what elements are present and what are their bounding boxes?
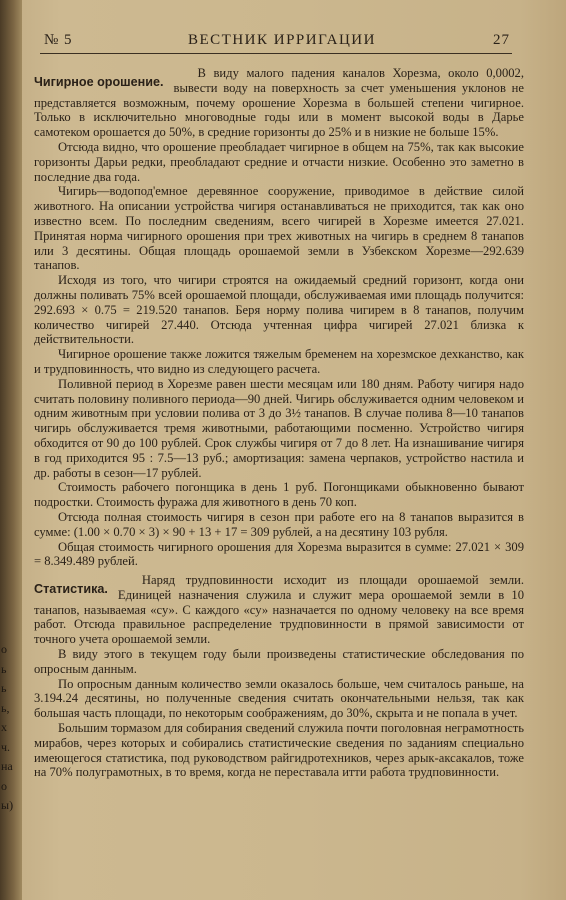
paragraph: Исходя из того, что чигири строятся на ожидаемый средний горизонт, когда они должны поливать 75% всей орошаемой площади, обслуживаемая ими площадь получится: 292.693 × 0.75 = 219.520 танапов. Беря норму полива чигирем в 8 танапов, получим количество чигирей 27.440. Отсюда учтенная цифра чигирей 27.021 близка к действительности.	[34, 273, 524, 347]
paragraph: В виду малого падения каналов Хорезма, около 0,0002, вывести воду на поверхность за счет уменьшения уклонов не представляется возможным, почему орошение Хорезма в большей степени чигирное. Только в исключительно многоводные годы или в момент высокой воды в Дарье самотеком орошается до 50%, в средние горизонты до 25% и в низкие не больше 15%.	[34, 66, 524, 140]
margin-fragment: ь	[1, 681, 7, 695]
margin-fragment: ы)	[1, 798, 14, 812]
paragraph: В виду этого в текущем году были произведены статистические обследования по опросным данным.	[34, 647, 524, 676]
header-rule	[40, 53, 512, 54]
article-body	[34, 66, 524, 780]
margin-fragment: ч.	[1, 739, 11, 754]
margin-fragment: ь	[1, 661, 7, 676]
paragraph: По опросным данным количество земли оказалось больше, чем считалось раньше, на 3.194.24 десятины, но полученные сведения считать окончательными нельзя, так как большая часть площади, по некоторым соображениям, до 30%, скрыта и не попала в учет.	[34, 676, 524, 721]
paragraph: Чигирь—водопод'емное деревянное сооружение, приводимое в действие силой животного. На описании устройства чигиря останавливаться не приходится, так как оно известно всем. По последним сведениям, всего чигирей в Хорезме имеется 27.021. Принятая норма чигирного орошения при трех животных на чигирь в среднем 8 танапов или 3 десятины. Общая площадь орошаемой земли в Узбекском Хорезме—292.639 танапов.	[34, 184, 524, 273]
previous-page-edge-text	[1, 640, 17, 816]
margin-fragment: на	[1, 759, 13, 773]
section-heading-chigir: Чигирное орошение.	[34, 75, 164, 89]
paragraph: Отсюда видно, что орошение преобладает чигирное в общем на 75%, так как высокие горизонты Дарьи редки, преобладают средние и отчасти низкие. Особенно это заметно в последние два года.	[34, 139, 524, 184]
paragraph: Стоимость рабочего погонщика в день 1 руб. Погонщиками обыкновенно бывают подростки. Стоимость фуража для животного в день 70 коп.	[34, 480, 524, 510]
margin-fragment: ь,	[1, 700, 10, 715]
margin-fragment: о	[1, 778, 7, 793]
margin-fragment: о	[1, 642, 7, 656]
statistics-section	[34, 573, 524, 780]
paragraph: Чигирное орошение также ложится тяжелым бременем на хорезмское дехканство, как и трудповинность, что видно из следующего расчета.	[34, 347, 524, 376]
paragraph: Общая стоимость чигирного орошения для Хорезма выразится в сумме: 27.021 × 309 = 8.349.489 рублей.	[34, 539, 524, 569]
page-number: 27	[493, 32, 510, 48]
margin-fragment: х	[1, 720, 7, 734]
paragraph: Отсюда полная стоимость чигиря в сезон при работе его на 8 танапов выразится в сумме: (1.00 × 0.70 × 3) × 90 + 13 + 17 = 309 рублей, а на десятину 103 рубля.	[34, 509, 524, 539]
running-header	[40, 30, 510, 50]
paragraph: Поливной период в Хорезме равен шести месяцам или 180 дням. Работу чигиря надо считать половину поливного периода—90 дней. Чигирь обслуживается одним человеком и одним животным при условии полива от 3 до 3½ танапов. В случае полива 8—10 танапов чигирь обслуживается тремя животными, работающими посменно. Устройство чигиря обходится от 90 до 100 рублей. Срок службы чигиря от 7 до 8 лет. На изнашивание чигиря в год приходится 95 : 7.5—13 руб.; амортизация: замена черпаков, устройство настила и др. работы в сезон—17 рублей.	[34, 376, 524, 480]
journal-title: ВЕСТНИК ИРРИГАЦИИ	[188, 32, 376, 48]
paragraph: Наряд трудповинности исходит из площади орошаемой земли. Единицей назначения служила и служит мера орошаемой земли в 10 танапов, называемая «су». С каждого «су» назначается по одному человеку на все время работ. Отсюда правильное распределение трудповинности в прямой зависимости от точного учета орошаемой земли.	[34, 573, 524, 647]
section-heading-statistics: Статистика.	[34, 582, 108, 597]
paragraph: Большим тормазом для собирания сведений служила почти поголовная неграмотность мирабов, через которых и собирались статистические сведения по заданиям специально имеющегося статистика, под руководством райгидротехников, через арык-аксакалов, тоже на 70% полуграмотных, в то время, когда не переставала итти работа трудповинности.	[34, 721, 524, 780]
issue-number: № 5	[44, 32, 73, 48]
